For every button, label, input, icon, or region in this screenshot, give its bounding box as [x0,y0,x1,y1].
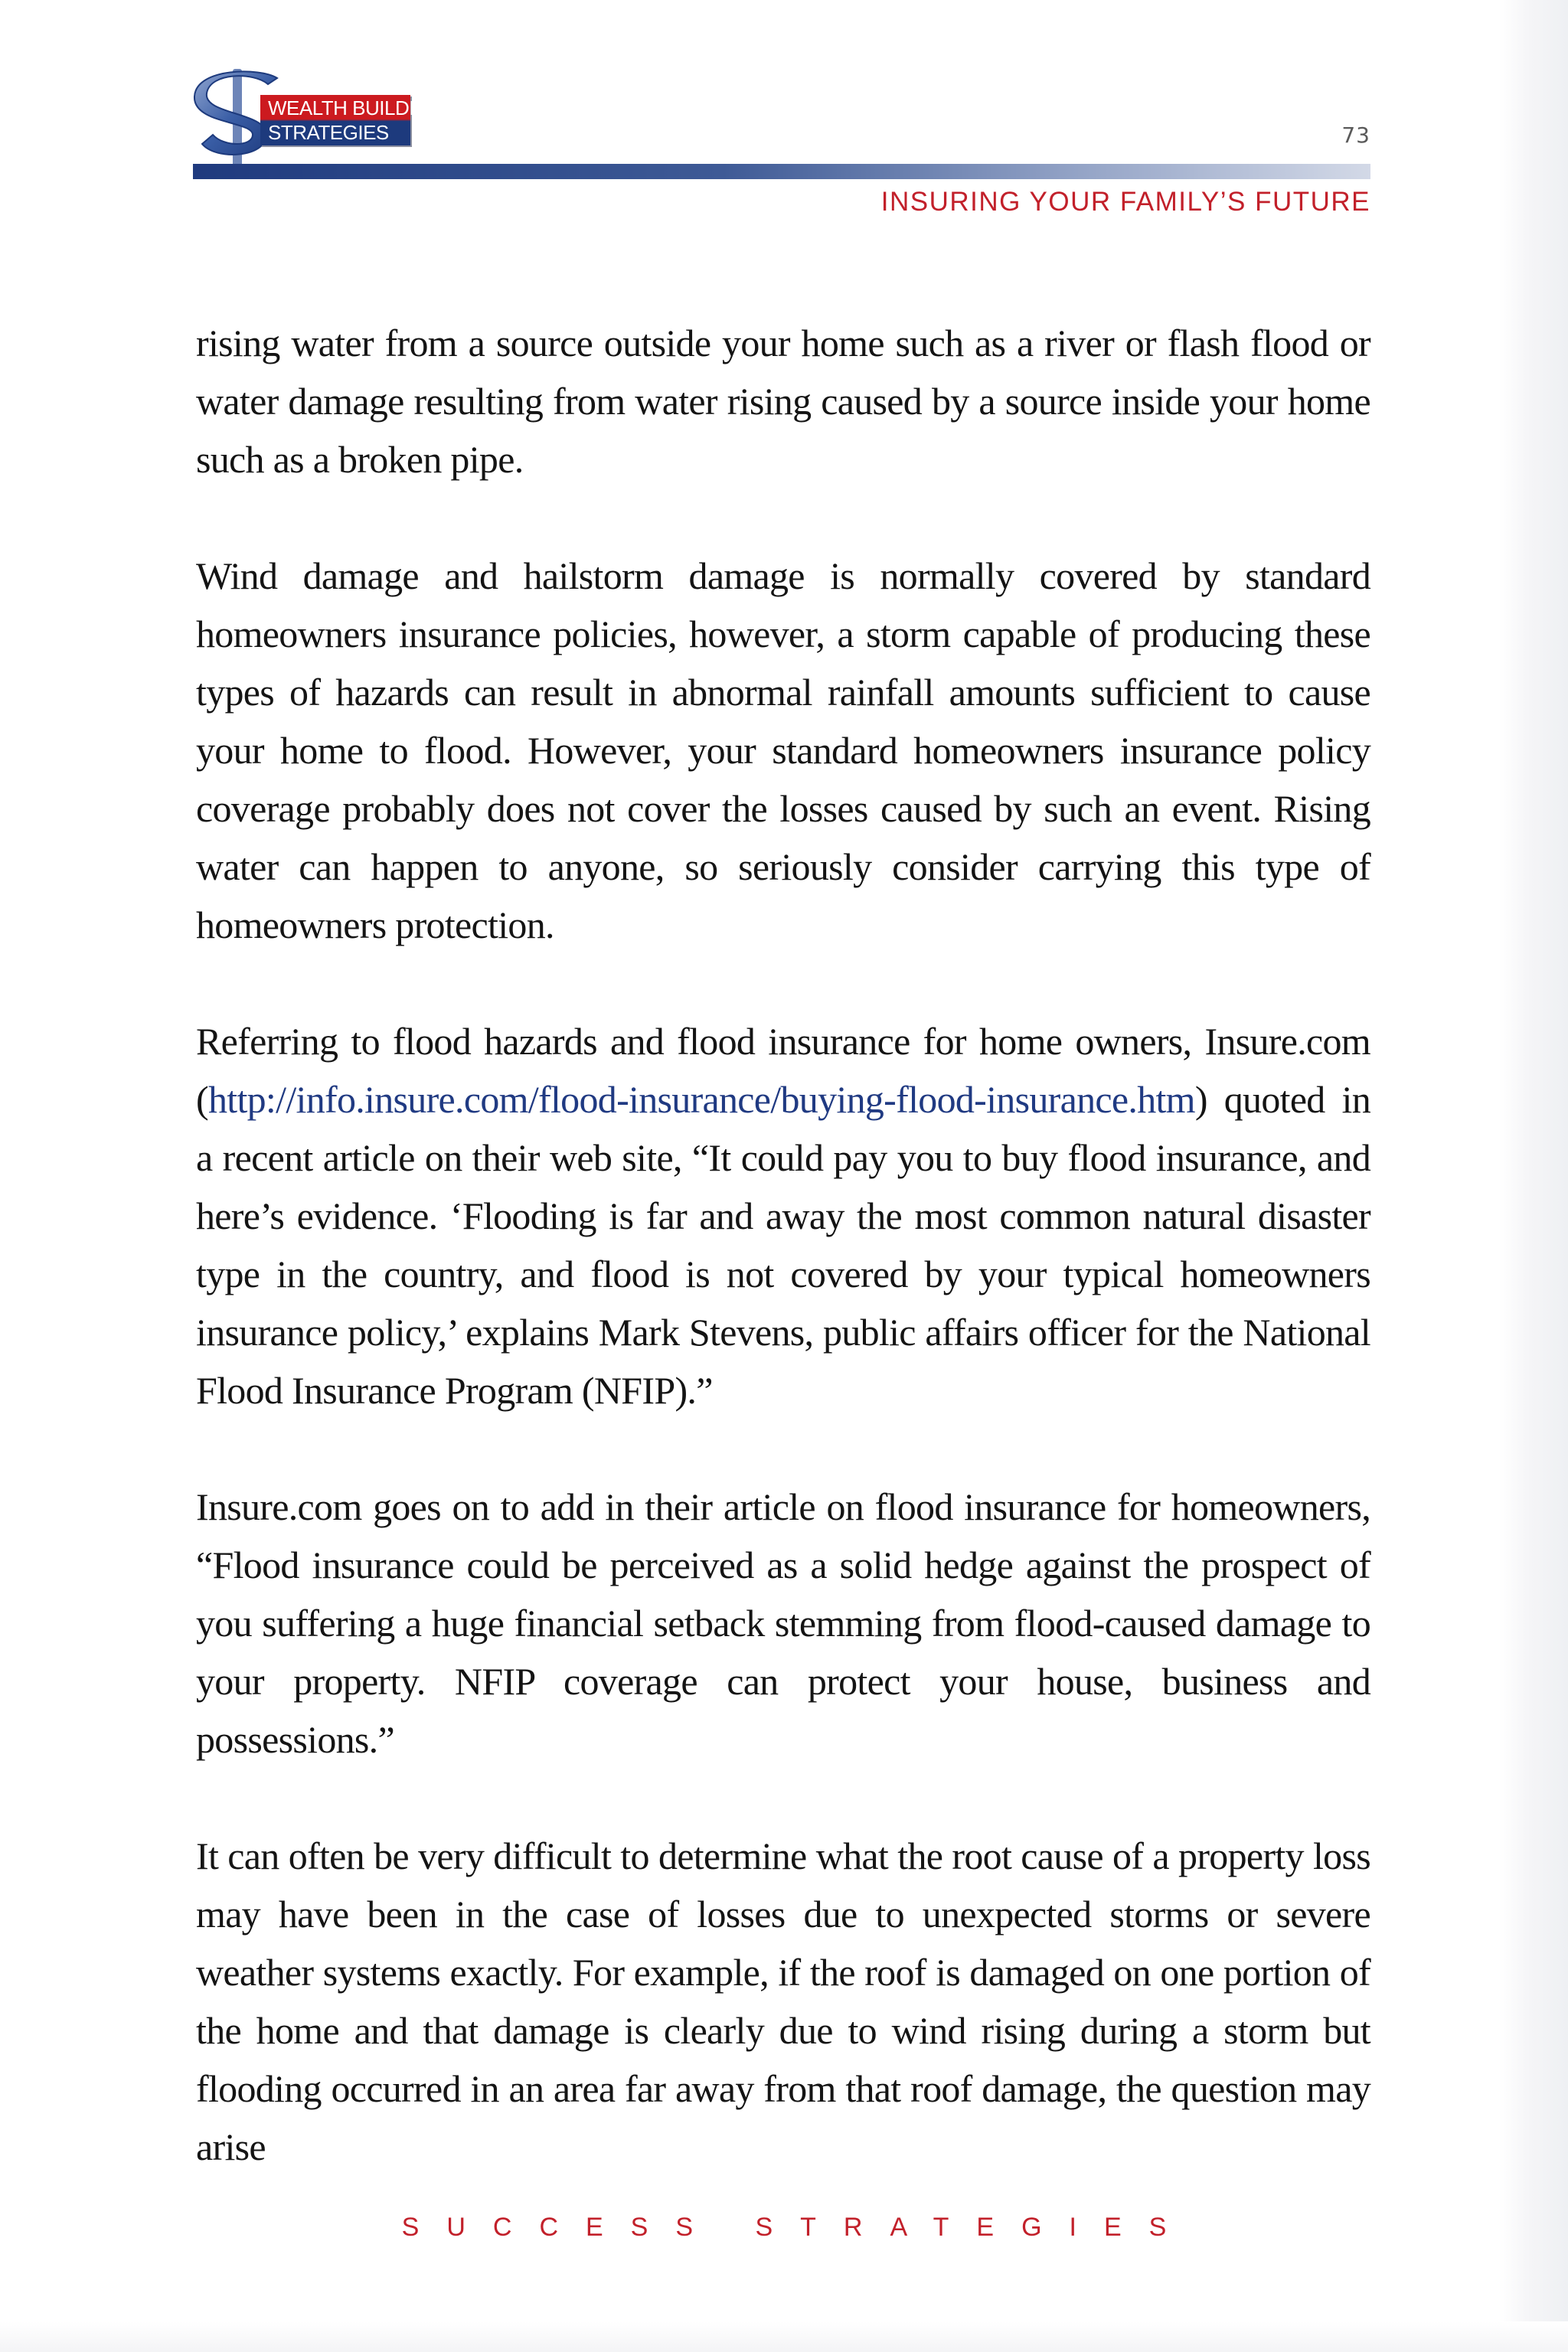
paragraph-3 [196,1012,1370,1419]
paragraph-4: Insure.com goes on to add in their article on flood insurance for homeowners, “Flood insurance could be perceived as a solid hedge against the prospect of you suffering a huge financial setback stemming from flood-caused damage to your property. NFIP coverage can protect your house, business and possessions.” [196,1485,1370,1761]
page-number: 73 [1341,122,1370,148]
footer-series-title: SUCCESS STRATEGIES [401,2213,1194,2242]
header-divider [193,164,1370,179]
paragraph-2: Wind damage and hailstorm damage is normally covered by standard homeowners insurance policies, however, a storm capable of producing these types of hazards can result in abnormal rainfall amounts sufficient to cause your home to flood. However, your standard homeowners insurance policy coverage probably does not cover the losses caused by such an event. Rising water can happen to anyone, so seriously consider carrying this type of homeowners protection. [196,554,1370,946]
paragraph-3-text-after-link: ) quoted in a recent article on their web site, “It could pay you to buy flood insurance, and here’s evidence. ‘Flooding is far and away the most common natural disaster type in the country, and flood is not covered by your typical homeowners insurance policy,’ explains Mark Stevens, public affairs officer for the National Flood Insurance Program (NFIP).” [196,1078,1370,1412]
page-bottom-shadow [0,2321,1568,2352]
page-body [196,314,1370,2234]
paragraph-3-text-before-link: Referring to flood hazards and flood insurance for home owners, Insure.com ( [196,1020,1370,1121]
wealth-building-logo [193,67,443,168]
logo-text-line1: WEALTH BUILDING [268,96,443,119]
paragraph-1: rising water from a source outside your home such as a river or flash flood or water damage resulting from water rising caused by a source inside your home such as a broken pipe. [196,322,1370,481]
page-edge-shadow [1499,0,1568,2352]
paragraph-5: It can often be very difficult to determine what the root cause of a property loss may have been in the case of losses due to unexpected storms or severe weather systems exactly. For example, if the roof is damaged on one portion of the home and that damage is clearly due to wind rising during a storm but flooding occurred in an area far away from that roof damage, the question may arise [196,1834,1370,2168]
logo-text-line2: STRATEGIES [268,121,389,144]
insure-com-link[interactable]: http://info.insure.com/flood-insurance/buying-flood-insurance.htm [207,1078,1195,1121]
chapter-title: INSURING YOUR FAMILY’S FUTURE [880,187,1370,217]
